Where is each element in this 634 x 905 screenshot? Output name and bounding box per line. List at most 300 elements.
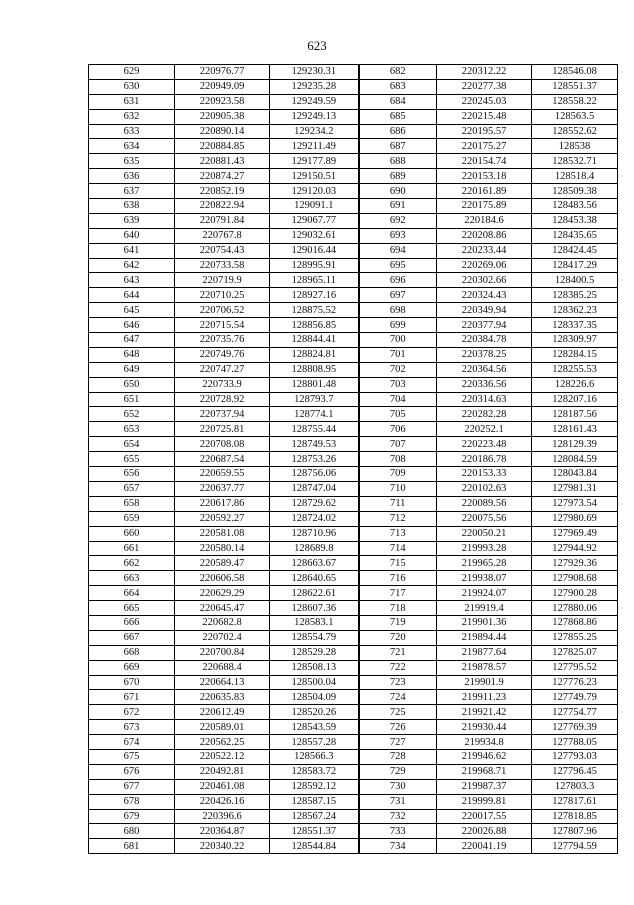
x-coordinate-cell: 220688.4 [175,660,270,675]
y-coordinate-cell: 127818.85 [532,809,618,824]
y-coordinate-cell: 128552.62 [532,124,618,139]
y-coordinate-cell: 127981.31 [532,481,618,496]
y-coordinate-cell: 127825.07 [532,645,618,660]
y-coordinate-cell: 128362.23 [532,303,618,318]
y-coordinate-cell: 128483.56 [532,199,618,214]
y-coordinate-cell: 128592.12 [270,779,359,794]
y-coordinate-cell: 127929.36 [532,556,618,571]
table-row [89,764,618,779]
y-coordinate-cell: 127776.23 [532,675,618,690]
table-row [89,288,618,303]
x-coordinate-cell: 220277.38 [437,79,532,94]
point-number-cell: 681 [89,839,175,854]
x-coordinate-cell: 220754.43 [175,243,270,258]
x-coordinate-cell: 220589.47 [175,556,270,571]
y-coordinate-cell: 129150.51 [270,169,359,184]
table-row [89,615,618,630]
x-coordinate-cell: 220089.56 [437,496,532,511]
x-coordinate-cell: 220302.66 [437,273,532,288]
x-coordinate-cell: 220664.13 [175,675,270,690]
point-number-cell: 669 [89,660,175,675]
table-row [89,839,618,854]
x-coordinate-cell: 219999.81 [437,794,532,809]
y-coordinate-cell: 128801.48 [270,377,359,392]
table-row [89,630,618,645]
x-coordinate-cell: 220629.29 [175,586,270,601]
point-number-cell: 656 [89,467,175,482]
point-number-cell: 700 [359,333,437,348]
y-coordinate-cell: 128551.37 [270,824,359,839]
x-coordinate-cell: 220728.92 [175,392,270,407]
x-coordinate-cell: 219938.07 [437,571,532,586]
point-number-cell: 724 [359,690,437,705]
table-row [89,79,618,94]
x-coordinate-cell: 220687.54 [175,452,270,467]
point-number-cell: 703 [359,377,437,392]
coordinate-table [88,64,618,854]
table-row [89,749,618,764]
y-coordinate-cell: 128337.35 [532,318,618,333]
x-coordinate-cell: 220635.83 [175,690,270,705]
point-number-cell: 726 [359,720,437,735]
point-number-cell: 694 [359,243,437,258]
point-number-cell: 711 [359,496,437,511]
y-coordinate-cell: 128756.06 [270,467,359,482]
point-number-cell: 695 [359,258,437,273]
point-number-cell: 687 [359,139,437,154]
y-coordinate-cell: 128557.28 [270,735,359,750]
x-coordinate-cell: 220312.22 [437,65,532,80]
point-number-cell: 650 [89,377,175,392]
point-number-cell: 672 [89,705,175,720]
x-coordinate-cell: 220725.81 [175,422,270,437]
y-coordinate-cell: 129177.89 [270,154,359,169]
point-number-cell: 720 [359,630,437,645]
table-row [89,496,618,511]
point-number-cell: 655 [89,452,175,467]
point-number-cell: 658 [89,496,175,511]
x-coordinate-cell: 220791.84 [175,213,270,228]
x-coordinate-cell: 220324.43 [437,288,532,303]
table-row [89,258,618,273]
y-coordinate-cell: 127754.77 [532,705,618,720]
y-coordinate-cell: 129091.1 [270,199,359,214]
point-number-cell: 708 [359,452,437,467]
x-coordinate-cell: 220749.76 [175,347,270,362]
point-number-cell: 679 [89,809,175,824]
point-number-cell: 663 [89,571,175,586]
y-coordinate-cell: 128500.04 [270,675,359,690]
y-coordinate-cell: 128435.65 [532,228,618,243]
table-row [89,139,618,154]
point-number-cell: 716 [359,571,437,586]
x-coordinate-cell: 220617.86 [175,496,270,511]
point-number-cell: 670 [89,675,175,690]
point-number-cell: 642 [89,258,175,273]
point-number-cell: 707 [359,437,437,452]
y-coordinate-cell: 127980.69 [532,511,618,526]
point-number-cell: 631 [89,94,175,109]
point-number-cell: 714 [359,541,437,556]
x-coordinate-cell: 220314.63 [437,392,532,407]
x-coordinate-cell: 219894.44 [437,630,532,645]
x-coordinate-cell: 220708.08 [175,437,270,452]
x-coordinate-cell: 220706.52 [175,303,270,318]
y-coordinate-cell: 128226.6 [532,377,618,392]
page-number: 623 [307,38,327,53]
y-coordinate-cell: 128749.53 [270,437,359,452]
x-coordinate-cell: 220589.01 [175,720,270,735]
x-coordinate-cell: 219901.9 [437,675,532,690]
table-row [89,94,618,109]
table-row [89,213,618,228]
y-coordinate-cell: 127969.49 [532,526,618,541]
x-coordinate-cell: 220581.08 [175,526,270,541]
point-number-cell: 636 [89,169,175,184]
y-coordinate-cell: 128710.96 [270,526,359,541]
y-coordinate-cell: 128558.22 [532,94,618,109]
table-row [89,541,618,556]
point-number-cell: 684 [359,94,437,109]
y-coordinate-cell: 129016.44 [270,243,359,258]
y-coordinate-cell: 127749.79 [532,690,618,705]
point-number-cell: 667 [89,630,175,645]
table-row [89,452,618,467]
x-coordinate-cell: 220175.89 [437,199,532,214]
y-coordinate-cell: 128729.62 [270,496,359,511]
point-number-cell: 734 [359,839,437,854]
point-number-cell: 712 [359,511,437,526]
y-coordinate-cell: 129032.61 [270,228,359,243]
y-coordinate-cell: 127973.54 [532,496,618,511]
x-coordinate-cell: 220923.58 [175,94,270,109]
table-row [89,809,618,824]
table-row [89,511,618,526]
point-number-cell: 646 [89,318,175,333]
table-row [89,705,618,720]
point-number-cell: 722 [359,660,437,675]
x-coordinate-cell: 220659.55 [175,467,270,482]
y-coordinate-cell: 129211.49 [270,139,359,154]
y-coordinate-cell: 127788.05 [532,735,618,750]
x-coordinate-cell: 219946.62 [437,749,532,764]
point-number-cell: 697 [359,288,437,303]
table-row [89,779,618,794]
point-number-cell: 732 [359,809,437,824]
point-number-cell: 717 [359,586,437,601]
y-coordinate-cell: 128551.37 [532,79,618,94]
x-coordinate-cell: 220161.89 [437,184,532,199]
point-number-cell: 657 [89,481,175,496]
x-coordinate-cell: 219924.07 [437,586,532,601]
table-row [89,794,618,809]
point-number-cell: 635 [89,154,175,169]
y-coordinate-cell: 127769.39 [532,720,618,735]
table-row [89,601,618,616]
y-coordinate-cell: 128875.52 [270,303,359,318]
table-row [89,437,618,452]
point-number-cell: 733 [359,824,437,839]
point-number-cell: 705 [359,407,437,422]
point-number-cell: 683 [359,79,437,94]
point-number-cell: 666 [89,615,175,630]
y-coordinate-cell: 128284.15 [532,347,618,362]
point-number-cell: 698 [359,303,437,318]
x-coordinate-cell: 220233.44 [437,243,532,258]
point-number-cell: 648 [89,347,175,362]
x-coordinate-cell: 220522.12 [175,749,270,764]
x-coordinate-cell: 220905.38 [175,109,270,124]
point-number-cell: 678 [89,794,175,809]
table-row [89,243,618,258]
point-number-cell: 643 [89,273,175,288]
point-number-cell: 723 [359,675,437,690]
table-row [89,362,618,377]
y-coordinate-cell: 128207.16 [532,392,618,407]
point-number-cell: 731 [359,794,437,809]
x-coordinate-cell: 220252.1 [437,422,532,437]
x-coordinate-cell: 220884.85 [175,139,270,154]
y-coordinate-cell: 129067.77 [270,213,359,228]
point-number-cell: 727 [359,735,437,750]
point-number-cell: 721 [359,645,437,660]
y-coordinate-cell: 128563.5 [532,109,618,124]
x-coordinate-cell: 220492.81 [175,764,270,779]
y-coordinate-cell: 129120.03 [270,184,359,199]
point-number-cell: 729 [359,764,437,779]
table-row [89,392,618,407]
y-coordinate-cell: 128724.02 [270,511,359,526]
point-number-cell: 630 [89,79,175,94]
x-coordinate-cell: 220186.78 [437,452,532,467]
point-number-cell: 654 [89,437,175,452]
x-coordinate-cell: 220874.27 [175,169,270,184]
point-number-cell: 682 [359,65,437,80]
y-coordinate-cell: 128566.3 [270,749,359,764]
x-coordinate-cell: 220735.76 [175,333,270,348]
y-coordinate-cell: 127944.92 [532,541,618,556]
point-number-cell: 632 [89,109,175,124]
point-number-cell: 715 [359,556,437,571]
y-coordinate-cell: 128995.91 [270,258,359,273]
point-number-cell: 699 [359,318,437,333]
x-coordinate-cell: 220364.87 [175,824,270,839]
table-row [89,675,618,690]
table-row [89,720,618,735]
x-coordinate-cell: 219877.64 [437,645,532,660]
x-coordinate-cell: 220396.6 [175,809,270,824]
table-row [89,124,618,139]
table-row [89,65,618,80]
y-coordinate-cell: 128808.95 [270,362,359,377]
x-coordinate-cell: 220682.8 [175,615,270,630]
y-coordinate-cell: 128607.36 [270,601,359,616]
x-coordinate-cell: 220890.14 [175,124,270,139]
point-number-cell: 633 [89,124,175,139]
x-coordinate-cell: 220767.8 [175,228,270,243]
y-coordinate-cell: 128583.1 [270,615,359,630]
y-coordinate-cell: 127803.3 [532,779,618,794]
y-coordinate-cell: 127908.68 [532,571,618,586]
point-number-cell: 709 [359,467,437,482]
x-coordinate-cell: 220050.21 [437,526,532,541]
x-coordinate-cell: 220384.78 [437,333,532,348]
y-coordinate-cell: 127793.03 [532,749,618,764]
x-coordinate-cell: 220976.77 [175,65,270,80]
y-coordinate-cell: 128544.84 [270,839,359,854]
y-coordinate-cell: 128385.25 [532,288,618,303]
y-coordinate-cell: 128753.26 [270,452,359,467]
point-number-cell: 701 [359,347,437,362]
x-coordinate-cell: 220153.18 [437,169,532,184]
point-number-cell: 649 [89,362,175,377]
y-coordinate-cell: 128400.5 [532,273,618,288]
x-coordinate-cell: 220102.63 [437,481,532,496]
x-coordinate-cell: 220245.03 [437,94,532,109]
table-row [89,690,618,705]
point-number-cell: 693 [359,228,437,243]
y-coordinate-cell: 129230.31 [270,65,359,80]
x-coordinate-cell: 220017.55 [437,809,532,824]
table-row [89,303,618,318]
table-row [89,169,618,184]
y-coordinate-cell: 128538 [532,139,618,154]
y-coordinate-cell: 128529.28 [270,645,359,660]
y-coordinate-cell: 129234.2 [270,124,359,139]
table-row [89,645,618,660]
x-coordinate-cell: 220349.94 [437,303,532,318]
x-coordinate-cell: 220710.25 [175,288,270,303]
table-row [89,407,618,422]
table-row [89,422,618,437]
x-coordinate-cell: 220364.56 [437,362,532,377]
x-coordinate-cell: 220175.27 [437,139,532,154]
point-number-cell: 728 [359,749,437,764]
y-coordinate-cell: 128640.65 [270,571,359,586]
x-coordinate-cell: 220153.33 [437,467,532,482]
x-coordinate-cell: 220026.88 [437,824,532,839]
x-coordinate-cell: 219987.37 [437,779,532,794]
table-row [89,481,618,496]
table-row [89,556,618,571]
point-number-cell: 645 [89,303,175,318]
point-number-cell: 629 [89,65,175,80]
x-coordinate-cell: 220733.9 [175,377,270,392]
x-coordinate-cell: 220378.25 [437,347,532,362]
point-number-cell: 719 [359,615,437,630]
point-number-cell: 664 [89,586,175,601]
table-row [89,660,618,675]
x-coordinate-cell: 220719.9 [175,273,270,288]
x-coordinate-cell: 220075.56 [437,511,532,526]
y-coordinate-cell: 128774.1 [270,407,359,422]
point-number-cell: 639 [89,213,175,228]
point-number-cell: 689 [359,169,437,184]
point-number-cell: 634 [89,139,175,154]
y-coordinate-cell: 128927.16 [270,288,359,303]
x-coordinate-cell: 220702.4 [175,630,270,645]
table-row [89,571,618,586]
y-coordinate-cell: 128755.44 [270,422,359,437]
y-coordinate-cell: 128587.15 [270,794,359,809]
point-number-cell: 674 [89,735,175,750]
x-coordinate-cell: 220737.94 [175,407,270,422]
y-coordinate-cell: 128532.71 [532,154,618,169]
point-number-cell: 660 [89,526,175,541]
x-coordinate-cell: 220881.43 [175,154,270,169]
point-number-cell: 688 [359,154,437,169]
point-number-cell: 641 [89,243,175,258]
x-coordinate-cell: 220184.6 [437,213,532,228]
point-number-cell: 653 [89,422,175,437]
x-coordinate-cell: 220377.94 [437,318,532,333]
table-row [89,273,618,288]
y-coordinate-cell: 128543.59 [270,720,359,735]
point-number-cell: 710 [359,481,437,496]
point-number-cell: 725 [359,705,437,720]
x-coordinate-cell: 220461.08 [175,779,270,794]
x-coordinate-cell: 219930.44 [437,720,532,735]
table-row [89,526,618,541]
y-coordinate-cell: 128689.8 [270,541,359,556]
y-coordinate-cell: 129249.13 [270,109,359,124]
y-coordinate-cell: 129249.59 [270,94,359,109]
y-coordinate-cell: 128583.72 [270,764,359,779]
y-coordinate-cell: 127855.25 [532,630,618,645]
coordinate-table-body [89,65,618,854]
point-number-cell: 673 [89,720,175,735]
y-coordinate-cell: 128793.7 [270,392,359,407]
point-number-cell: 685 [359,109,437,124]
x-coordinate-cell: 220733.58 [175,258,270,273]
y-coordinate-cell: 128043.84 [532,467,618,482]
x-coordinate-cell: 219934.8 [437,735,532,750]
point-number-cell: 718 [359,601,437,616]
y-coordinate-cell: 128084.59 [532,452,618,467]
y-coordinate-cell: 128453.38 [532,213,618,228]
point-number-cell: 661 [89,541,175,556]
point-number-cell: 680 [89,824,175,839]
y-coordinate-cell: 127900.28 [532,586,618,601]
y-coordinate-cell: 128567.24 [270,809,359,824]
x-coordinate-cell: 220426.16 [175,794,270,809]
y-coordinate-cell: 128417.29 [532,258,618,273]
x-coordinate-cell: 220747.27 [175,362,270,377]
x-coordinate-cell: 220645.47 [175,601,270,616]
table-row [89,467,618,482]
x-coordinate-cell: 219993.28 [437,541,532,556]
point-number-cell: 691 [359,199,437,214]
table-row [89,377,618,392]
x-coordinate-cell: 220580.14 [175,541,270,556]
x-coordinate-cell: 220336.56 [437,377,532,392]
point-number-cell: 730 [359,779,437,794]
table-row [89,228,618,243]
point-number-cell: 668 [89,645,175,660]
x-coordinate-cell: 220822.94 [175,199,270,214]
y-coordinate-cell: 128622.61 [270,586,359,601]
point-number-cell: 713 [359,526,437,541]
table-row [89,735,618,750]
y-coordinate-cell: 127880.06 [532,601,618,616]
x-coordinate-cell: 219919.4 [437,601,532,616]
y-coordinate-cell: 127807.96 [532,824,618,839]
x-coordinate-cell: 220282.28 [437,407,532,422]
point-number-cell: 704 [359,392,437,407]
x-coordinate-cell: 219911.23 [437,690,532,705]
y-coordinate-cell: 128520.26 [270,705,359,720]
y-coordinate-cell: 128309.97 [532,333,618,348]
